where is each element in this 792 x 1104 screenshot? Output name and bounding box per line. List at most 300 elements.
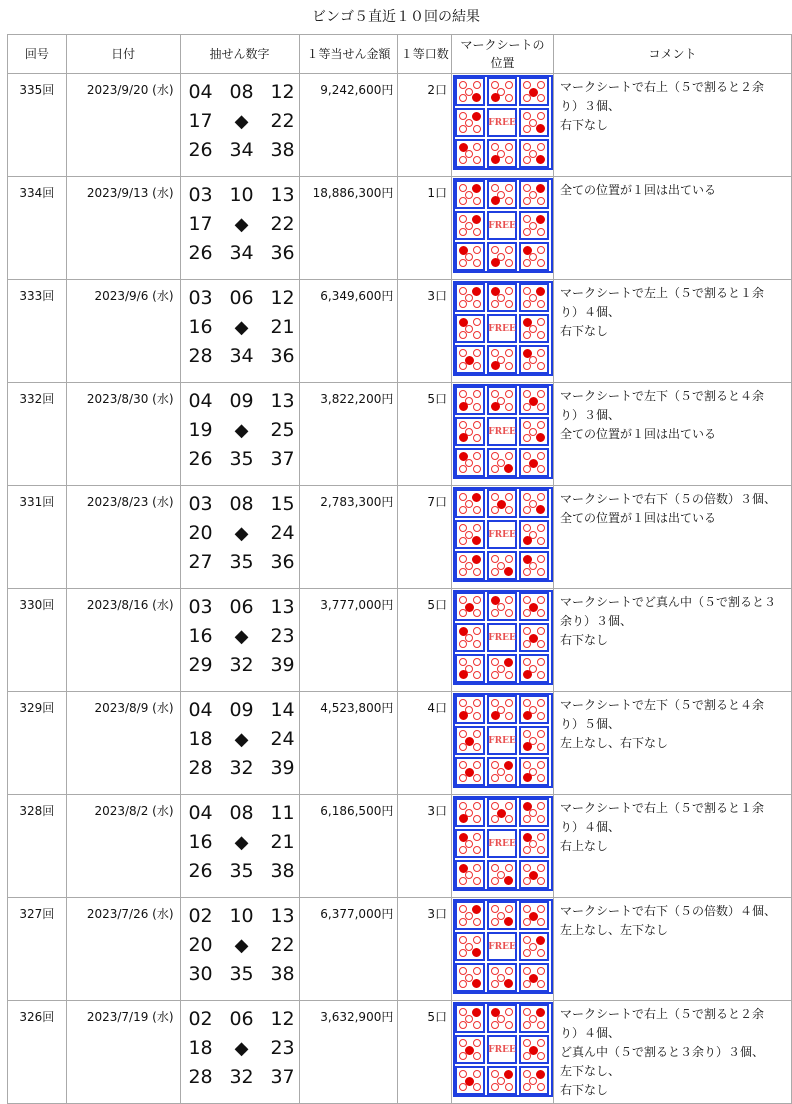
drawn-number: 08: [229, 802, 254, 824]
numbers-grid: [185, 387, 299, 474]
dot-icon: [459, 609, 467, 617]
mark-cell: [487, 901, 517, 930]
dot-icon: [537, 259, 545, 267]
dot-icon: [505, 596, 513, 604]
mark-sheet-cell: [452, 280, 554, 383]
dot-icon: [537, 640, 545, 648]
dot-icon: [537, 465, 545, 473]
drawn-number: 35: [229, 963, 254, 985]
comment-line: り）４個、: [560, 820, 621, 834]
dot-icon: [473, 362, 481, 370]
mark-cell: [519, 932, 549, 961]
table-row: [8, 795, 792, 898]
marked-dot-icon: [504, 761, 513, 770]
marked-dot-icon: [472, 493, 481, 502]
dot-icon: [523, 94, 531, 102]
comment-line: マークシートで左下（５で割ると４余: [560, 389, 765, 403]
mark-cell: [519, 180, 549, 209]
mark-sheet: [453, 899, 553, 994]
dot-icon: [491, 465, 499, 473]
dot-icon: [537, 493, 545, 501]
marked-dot-icon: [491, 93, 500, 102]
dot-icon: [523, 967, 531, 975]
mark-cell: [519, 901, 549, 930]
dot-icon: [523, 465, 531, 473]
marked-dot-icon: [536, 184, 545, 193]
drawn-number: 26: [188, 242, 213, 264]
dot-icon: [523, 125, 531, 133]
drawn-number: 13: [270, 184, 295, 206]
marked-dot-icon: [536, 215, 545, 224]
drawn-number: 35: [229, 448, 254, 470]
dot-icon: [473, 421, 481, 429]
mark-cell: [487, 551, 517, 580]
drawn-number: 13: [270, 596, 295, 618]
dot-icon: [537, 112, 545, 120]
round-cell: 329回: [8, 692, 67, 795]
mark-sheet-cell: [452, 589, 554, 692]
mark-cell: [455, 623, 485, 652]
dot-icon: [537, 671, 545, 679]
mark-cell: [519, 489, 549, 518]
dot-icon: [537, 94, 545, 102]
numbers-cell: [180, 589, 299, 692]
mark-cell: [455, 1066, 485, 1095]
dot-icon: [523, 362, 531, 370]
dot-icon: [537, 699, 545, 707]
prize-cell: 18,886,300円: [299, 177, 398, 280]
dot-icon: [537, 905, 545, 913]
date-cell: 2023/8/2 (水): [66, 795, 180, 898]
mark-cell: [455, 77, 485, 106]
dot-icon: [491, 802, 499, 810]
dot-icon: [473, 568, 481, 576]
mark-cell: [519, 345, 549, 374]
mark-cell: [455, 798, 485, 827]
mark-cell: [455, 489, 485, 518]
dot-icon: [537, 846, 545, 854]
drawn-number: 36: [270, 242, 295, 264]
comment-cell: [554, 692, 792, 795]
drawn-number: 10: [229, 905, 254, 927]
round-cell: 327回: [8, 898, 67, 1001]
mark-cell: [487, 757, 517, 786]
comment-line: ど真ん中（５で割ると３余り）３個、: [560, 1045, 765, 1059]
drawn-number: 06: [229, 1008, 254, 1030]
drawn-number: 16: [188, 625, 213, 647]
mark-cell: [519, 448, 549, 477]
dot-icon: [473, 318, 481, 326]
free-cell: FREE: [487, 108, 517, 137]
dot-icon: [537, 362, 545, 370]
numbers-grid: [185, 593, 299, 680]
prize-cell: 2,783,300円: [299, 486, 398, 589]
round-cell: 328回: [8, 795, 67, 898]
numbers-cell: [180, 486, 299, 589]
marked-dot-icon: [536, 433, 545, 442]
dot-icon: [473, 671, 481, 679]
prize-cell: 6,349,600円: [299, 280, 398, 383]
dot-icon: [459, 362, 467, 370]
dot-icon: [459, 1052, 467, 1060]
prize-cell: 6,377,000円: [299, 898, 398, 1001]
drawn-number: 26: [188, 139, 213, 161]
drawn-number: 24: [270, 728, 295, 750]
center-diamond-icon: ◆: [234, 1038, 249, 1059]
dot-icon: [473, 815, 481, 823]
mark-cell: [519, 1066, 549, 1095]
drawn-number: 32: [229, 654, 254, 676]
drawn-number: 16: [188, 316, 213, 338]
drawn-number: 06: [229, 596, 254, 618]
winners-cell: 2口: [398, 74, 452, 177]
mark-cell: [519, 283, 549, 312]
mark-cell: [519, 108, 549, 137]
drawn-number: 34: [229, 345, 254, 367]
free-cell: FREE: [487, 520, 517, 549]
marked-dot-icon: [472, 905, 481, 914]
marked-dot-icon: [504, 876, 513, 885]
mark-cell: [519, 386, 549, 415]
prize-cell: 4,523,800円: [299, 692, 398, 795]
comment-line: マークシートで右下（５の倍数）３個、: [560, 492, 777, 506]
marked-dot-icon: [491, 155, 500, 164]
marked-dot-icon: [523, 711, 532, 720]
dot-icon: [505, 362, 513, 370]
dot-icon: [473, 627, 481, 635]
comment-line: 全ての位置が１回は出ている: [560, 427, 717, 441]
mark-cell: [455, 180, 485, 209]
drawn-number: 29: [188, 654, 213, 676]
marked-dot-icon: [523, 773, 532, 782]
dot-icon: [473, 331, 481, 339]
comment-line: マークシートでど真ん中（５で割ると３: [560, 595, 777, 609]
drawn-number: 04: [188, 699, 213, 721]
dot-icon: [537, 596, 545, 604]
dot-icon: [459, 980, 467, 988]
round-cell: 333回: [8, 280, 67, 383]
mark-cell: [455, 901, 485, 930]
mark-cell: [455, 592, 485, 621]
drawn-number: 28: [188, 1066, 213, 1088]
drawn-number: 03: [188, 493, 213, 515]
mark-cell: [487, 448, 517, 477]
comment-line: マークシートで左上（５で割ると１余: [560, 286, 765, 300]
marked-dot-icon: [504, 1070, 513, 1079]
header-sheet: [452, 35, 554, 74]
results-table: [7, 34, 792, 1104]
marked-dot-icon: [459, 670, 468, 679]
dot-icon: [473, 877, 481, 885]
dot-icon: [473, 125, 481, 133]
drawn-number: 34: [229, 242, 254, 264]
dot-icon: [473, 434, 481, 442]
marked-dot-icon: [536, 287, 545, 296]
round-cell: 335回: [8, 74, 67, 177]
header-row: [8, 35, 792, 74]
drawn-number: 35: [229, 860, 254, 882]
header-date: 日付: [66, 35, 180, 74]
marked-dot-icon: [459, 711, 468, 720]
dot-icon: [505, 506, 513, 514]
comment-cell: [554, 177, 792, 280]
mark-sheet-cell: [452, 1001, 554, 1104]
marked-dot-icon: [459, 814, 468, 823]
dot-icon: [491, 918, 499, 926]
dot-icon: [537, 980, 545, 988]
table-row: [8, 898, 792, 1001]
dot-icon: [537, 815, 545, 823]
dot-icon: [523, 949, 531, 957]
prize-cell: 9,242,600円: [299, 74, 398, 177]
numbers-grid: [185, 902, 299, 989]
marked-dot-icon: [491, 711, 500, 720]
dot-icon: [537, 833, 545, 841]
dot-icon: [505, 609, 513, 617]
center-diamond-icon: ◆: [234, 832, 249, 853]
header-round: 回号: [8, 35, 67, 74]
dot-icon: [523, 1021, 531, 1029]
dot-icon: [505, 905, 513, 913]
drawn-number: 03: [188, 184, 213, 206]
drawn-number: 35: [229, 551, 254, 573]
drawn-number: 23: [270, 1037, 295, 1059]
mark-sheet-cell: [452, 177, 554, 280]
drawn-number: 30: [188, 963, 213, 985]
mark-sheet: [453, 487, 553, 582]
free-cell: FREE: [487, 417, 517, 446]
dot-icon: [473, 864, 481, 872]
mark-cell: [455, 1035, 485, 1064]
drawn-number: 22: [270, 934, 295, 956]
dot-icon: [523, 815, 531, 823]
mark-cell: [487, 695, 517, 724]
dot-icon: [473, 609, 481, 617]
dot-icon: [473, 403, 481, 411]
dot-icon: [459, 259, 467, 267]
dot-icon: [459, 1083, 467, 1091]
mark-cell: [519, 623, 549, 652]
mark-cell: [455, 242, 485, 271]
mark-cell: [487, 242, 517, 271]
drawn-number: 08: [229, 81, 254, 103]
numbers-cell: [180, 177, 299, 280]
comment-cell: [554, 486, 792, 589]
results-body: [8, 74, 792, 1104]
dot-icon: [523, 846, 531, 854]
marked-dot-icon: [536, 505, 545, 514]
dot-icon: [537, 730, 545, 738]
dot-icon: [537, 743, 545, 751]
mark-cell: [487, 592, 517, 621]
drawn-number: 03: [188, 287, 213, 309]
mark-cell: [455, 417, 485, 446]
mark-sheet: [453, 1002, 553, 1097]
drawn-number: 17: [188, 110, 213, 132]
marked-dot-icon: [472, 287, 481, 296]
marked-dot-icon: [536, 124, 545, 133]
page-title: ビンゴ５直近１０回の結果: [312, 9, 480, 25]
dot-icon: [523, 81, 531, 89]
dot-icon: [523, 596, 531, 604]
winners-cell: 7口: [398, 486, 452, 589]
comment-line: マークシートで右上（５で割ると２余: [560, 1007, 765, 1021]
drawn-number: 13: [270, 905, 295, 927]
marked-dot-icon: [472, 93, 481, 102]
mark-cell: [519, 242, 549, 271]
mark-cell: [455, 520, 485, 549]
center-diamond-icon: ◆: [234, 214, 249, 235]
mark-cell: [519, 726, 549, 755]
center-diamond-icon: ◆: [234, 935, 249, 956]
mark-cell: [455, 1004, 485, 1033]
mark-cell: [455, 757, 485, 786]
center-diamond-icon: ◆: [234, 317, 249, 338]
dot-icon: [505, 403, 513, 411]
dot-icon: [459, 94, 467, 102]
dot-icon: [537, 349, 545, 357]
drawn-number: 39: [270, 654, 295, 676]
header-comment: コメント: [554, 35, 792, 74]
mark-cell: [519, 417, 549, 446]
comment-line: マークシートで右下（５の倍数）４個、: [560, 904, 777, 918]
mark-cell: [455, 695, 485, 724]
dot-icon: [537, 452, 545, 460]
dot-icon: [537, 228, 545, 236]
winners-cell: 5口: [398, 383, 452, 486]
dot-icon: [491, 1083, 499, 1091]
table-row: [8, 74, 792, 177]
dot-icon: [523, 864, 531, 872]
round-cell: 332回: [8, 383, 67, 486]
dot-icon: [473, 259, 481, 267]
dot-icon: [473, 197, 481, 205]
winners-cell: 5口: [398, 1001, 452, 1104]
dot-icon: [537, 390, 545, 398]
free-cell: FREE: [487, 726, 517, 755]
drawn-number: 34: [229, 139, 254, 161]
dot-icon: [459, 774, 467, 782]
drawn-number: 12: [270, 81, 295, 103]
dot-icon: [473, 833, 481, 841]
mark-cell: [519, 757, 549, 786]
dot-icon: [491, 506, 499, 514]
mark-cell: [487, 489, 517, 518]
dot-icon: [505, 94, 513, 102]
marked-dot-icon: [504, 567, 513, 576]
dot-icon: [459, 1021, 467, 1029]
dot-icon: [505, 300, 513, 308]
dot-icon: [537, 568, 545, 576]
dot-icon: [459, 300, 467, 308]
dot-icon: [537, 1083, 545, 1091]
dot-icon: [523, 452, 531, 460]
dot-icon: [505, 699, 513, 707]
dot-icon: [505, 555, 513, 563]
drawn-number: 25: [270, 419, 295, 441]
numbers-grid: [185, 284, 299, 371]
prize-cell: 3,822,200円: [299, 383, 398, 486]
dot-icon: [491, 493, 499, 501]
dot-icon: [459, 331, 467, 339]
dot-icon: [537, 300, 545, 308]
dot-icon: [505, 967, 513, 975]
dot-icon: [537, 774, 545, 782]
dot-icon: [473, 1083, 481, 1091]
comment-cell: [554, 280, 792, 383]
dot-icon: [523, 640, 531, 648]
free-cell: FREE: [487, 829, 517, 858]
dot-icon: [523, 980, 531, 988]
drawn-number: 22: [270, 213, 295, 235]
winners-cell: 3口: [398, 898, 452, 1001]
dot-icon: [473, 246, 481, 254]
center-diamond-icon: ◆: [234, 729, 249, 750]
mark-cell: [519, 695, 549, 724]
dot-icon: [473, 390, 481, 398]
drawn-number: 22: [270, 110, 295, 132]
drawn-number: 09: [229, 390, 254, 412]
dot-icon: [473, 506, 481, 514]
dot-icon: [473, 936, 481, 944]
drawn-number: 37: [270, 448, 295, 470]
round-cell: 331回: [8, 486, 67, 589]
dot-icon: [505, 802, 513, 810]
drawn-number: 10: [229, 184, 254, 206]
mark-cell: [455, 283, 485, 312]
dot-icon: [505, 81, 513, 89]
comment-line: 余り）３個、: [560, 614, 633, 628]
marked-dot-icon: [472, 112, 481, 121]
dot-icon: [505, 1008, 513, 1016]
dot-icon: [537, 331, 545, 339]
free-cell: FREE: [487, 314, 517, 343]
mark-sheet: [453, 178, 553, 273]
marked-dot-icon: [523, 742, 532, 751]
mark-cell: [455, 108, 485, 137]
mark-cell: [519, 829, 549, 858]
marked-dot-icon: [491, 196, 500, 205]
dot-icon: [459, 156, 467, 164]
dot-icon: [537, 524, 545, 532]
mark-cell: [487, 860, 517, 889]
dot-icon: [505, 197, 513, 205]
comment-cell: [554, 383, 792, 486]
mark-sheet-cell: [452, 795, 554, 898]
dot-icon: [505, 287, 513, 295]
dot-icon: [523, 390, 531, 398]
dot-icon: [473, 300, 481, 308]
dot-icon: [491, 877, 499, 885]
dot-icon: [523, 228, 531, 236]
mark-cell: [455, 932, 485, 961]
dot-icon: [473, 349, 481, 357]
dot-icon: [459, 465, 467, 473]
dot-icon: [523, 1039, 531, 1047]
dot-icon: [473, 712, 481, 720]
drawn-number: 02: [188, 1008, 213, 1030]
dot-icon: [473, 452, 481, 460]
mark-cell: [455, 345, 485, 374]
drawn-number: 20: [188, 934, 213, 956]
drawn-number: 26: [188, 860, 213, 882]
marked-dot-icon: [472, 948, 481, 957]
dot-icon: [459, 349, 467, 357]
dot-icon: [459, 125, 467, 133]
dot-icon: [537, 877, 545, 885]
dot-icon: [473, 228, 481, 236]
mark-sheet: [453, 693, 553, 788]
